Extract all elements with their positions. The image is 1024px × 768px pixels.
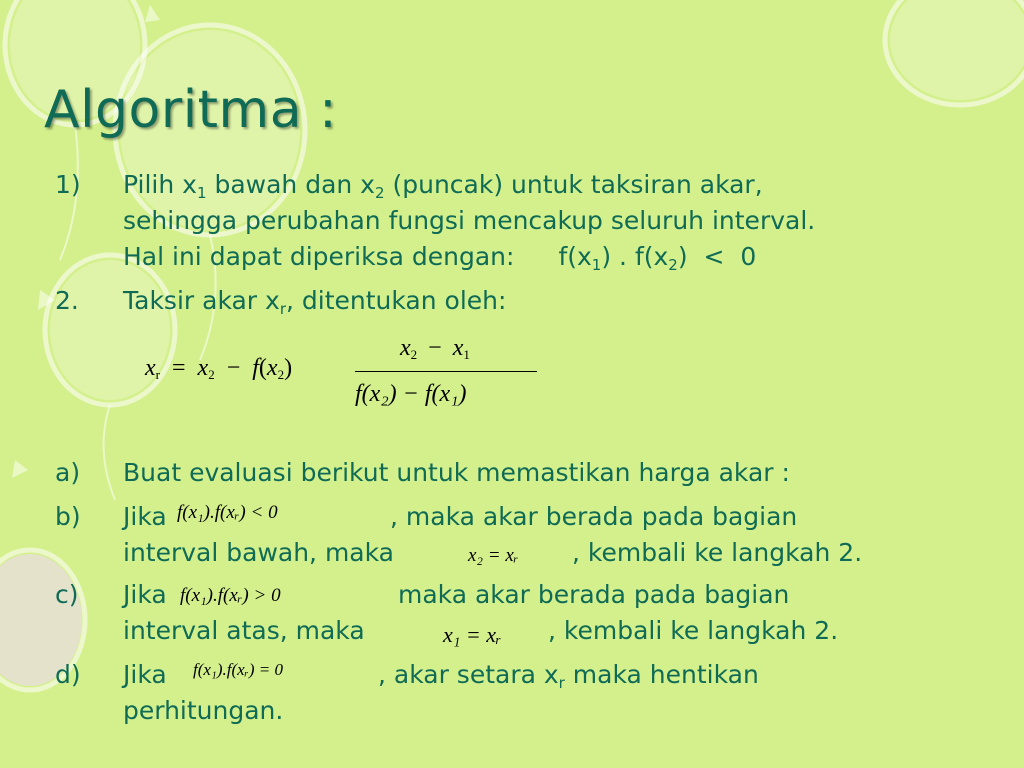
step-c-text: maka akar berada pada bagian <box>398 580 790 609</box>
step-1-line-1: Pilih $x_1$ bawah dan $x_2$ (puncak) untuk taksiran akar, <box>123 170 763 202</box>
step-b-line-2: interval bawah, maka <box>123 538 394 567</box>
step-a-label: a) <box>55 458 81 487</box>
step-b-label: b) <box>55 502 81 531</box>
formula-numerator: x2 − x1 <box>400 335 470 362</box>
step-c-assignment: x₁ = xᵣ <box>443 622 502 647</box>
step-a-text: Buat evaluasi berikut untuk memastikan harga akar : <box>123 458 790 487</box>
step-d-text: , akar setara $x_r$ maka hentikan <box>378 660 759 692</box>
step-2-number: 2. <box>55 286 79 315</box>
step-d-line-2: perhitungan. <box>123 696 284 725</box>
formula-denominator: f(x₂) − f(x₁) <box>355 381 467 407</box>
step-b-assignment: x₂ = xᵣ <box>468 545 519 566</box>
step-1-line-2: sehingga perubahan fungsi mencakup seluruh interval. <box>123 206 816 235</box>
step-c-condition: f(x₁).f(xᵣ) > 0 <box>180 585 281 606</box>
step-b-line-2-end: , kembali ke langkah 2. <box>572 538 863 567</box>
step-d-label: d) <box>55 660 81 689</box>
step-c-label: c) <box>55 580 79 609</box>
fraction-bar <box>355 371 537 372</box>
step-d-condition: f(x₁).f(xᵣ) = 0 <box>193 660 283 679</box>
step-d-line-1: Jika <box>123 660 167 689</box>
step-1-line-3: Hal ini dapat diperiksa dengan: $f(x_1)$ . $f(x_2) < 0$ <box>123 242 757 274</box>
page-title: Algoritma : <box>44 80 338 140</box>
step-b-text: , maka akar berada pada bagian <box>390 502 798 531</box>
step-2-text: Taksir akar $x_r$, ditentukan oleh: <box>123 286 507 318</box>
step-b-condition: f(x₁).f(xᵣ) < 0 <box>177 502 278 523</box>
secant-formula: xr = x2 − f(x2) x2 − x1 f(x₂) − f(x₁) <box>145 335 545 425</box>
step-b-line-1: Jika <box>123 502 167 531</box>
step-c-line-2: interval atas, maka <box>123 616 365 645</box>
step-1-number: 1) <box>55 170 81 199</box>
step-c-line-2-end: , kembali ke langkah 2. <box>548 616 839 645</box>
step-c-line-1: Jika <box>123 580 167 609</box>
